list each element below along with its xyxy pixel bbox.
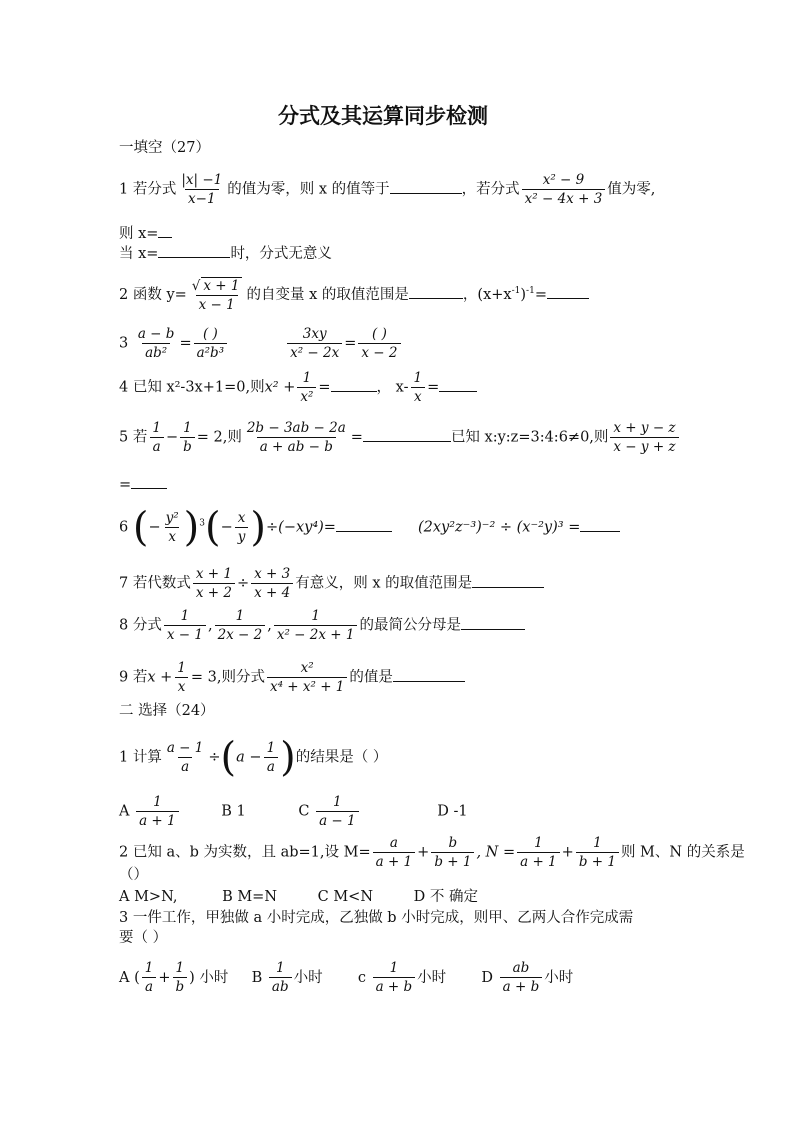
c3-option-d[interactable]	[481, 960, 574, 995]
q3-f3-numerator: 3xy	[302, 326, 327, 342]
q5-fraction-2	[180, 420, 195, 455]
q9-f1-numerator: 1	[177, 660, 186, 676]
c1-option-d[interactable]: D -1	[437, 803, 468, 820]
q5-prefix: 5 若	[119, 429, 148, 446]
q8-f2-denominator: 2x − 2	[215, 625, 266, 643]
q1-line3-a: 当 x=	[119, 246, 159, 262]
q2-denominator: x − 1	[196, 295, 238, 313]
q5-f4-numerator: x + y − z	[613, 420, 676, 436]
c1-fraction-2	[264, 740, 279, 775]
q5-answer-blank-1[interactable]	[363, 427, 451, 442]
c2-f3-denominator: a + 1	[517, 852, 560, 870]
c3-optD-tail: 小时	[544, 969, 574, 986]
q7-answer-blank[interactable]	[472, 573, 544, 588]
q8-fraction-1	[164, 608, 206, 643]
c2-option-b[interactable]: B M=N	[222, 889, 278, 905]
q8-f1-denominator: x − 1	[164, 625, 206, 643]
q9-f1-denominator: x	[175, 677, 189, 695]
q1-mid: 的值为零，则 x 的值等于	[227, 181, 390, 198]
c2-f2-denominator: b + 1	[431, 852, 474, 870]
c1-option-b[interactable]: B 1	[221, 803, 246, 820]
q6-answer-blank-1[interactable]	[336, 517, 392, 532]
q3-f1-denominator: ab²	[142, 343, 170, 361]
question-5	[119, 420, 681, 455]
question-1-line-3	[119, 243, 332, 263]
q5-fraction-1	[149, 420, 164, 455]
q1-prefix: 1 若分式	[119, 181, 177, 198]
q9-fraction-1	[174, 660, 189, 695]
q1-tail: 值为零,	[607, 181, 656, 198]
c2-options	[119, 888, 478, 906]
c1-f1-denominator: a	[178, 757, 192, 775]
q7-fraction-1	[193, 566, 235, 601]
q7-f1-numerator: x + 1	[195, 566, 232, 582]
c3-optA-f1-denominator: a	[142, 977, 156, 995]
c3-options	[119, 960, 573, 995]
q6-label: 6	[119, 519, 129, 536]
q6-fraction-b	[235, 510, 249, 545]
c2-option-c[interactable]: C M<N	[317, 889, 374, 905]
c3-optB-numerator: 1	[275, 960, 285, 976]
choice-question-2	[119, 835, 745, 870]
q5-mid: = 2,则	[196, 429, 242, 446]
c2-fraction-3	[517, 835, 560, 870]
q8-f1-numerator: 1	[180, 608, 190, 624]
q2-mid2: ，(x+x	[462, 287, 512, 303]
q5-eq: =	[350, 429, 363, 446]
q4-eq-1: =	[318, 379, 331, 396]
q2-answer-blank-2[interactable]	[547, 284, 589, 299]
q5-f4-denominator: x − y + z	[610, 437, 678, 455]
q4-f2-denominator: x	[411, 387, 425, 405]
q3-f1-numerator: a − b	[137, 326, 175, 342]
q6-fraction-a	[163, 510, 182, 545]
q3-eq-2: =	[344, 335, 357, 352]
c1-f1-numerator: a − 1	[166, 740, 204, 756]
q7-div: ÷	[236, 575, 250, 592]
c1-option-a[interactable]: A	[119, 803, 130, 820]
q4-fraction-2	[410, 370, 425, 405]
c1-f2-numerator: 1	[266, 740, 276, 756]
question-8: 8 分式 $\frac{1}{x - 1}$ , $\frac{1}{2x - 2}$ , $\frac{1}{\text{x² − 2x + 1}}$ 的最简公分母是	[119, 608, 525, 643]
q1-f1-numerator-b: −1	[202, 172, 223, 188]
c3-optB-label: B	[251, 969, 263, 986]
c2-option-a[interactable]: A M>N,	[119, 889, 178, 905]
q9-fraction-2	[267, 660, 347, 695]
q3-fraction-2	[194, 326, 228, 361]
c3-optA-fraction-2	[173, 960, 188, 995]
c3-text-2: 要（ ）	[119, 930, 168, 946]
q8-tail: 的最简公分母是	[359, 617, 461, 634]
c3-optA-plus: +	[158, 969, 171, 986]
c3-optA-f2-denominator: b	[173, 977, 188, 995]
q2-mid3: )	[520, 287, 527, 303]
q8-f3-numerator: 1	[311, 608, 320, 624]
question-5-line-2	[119, 474, 167, 494]
q2-prefix: 2 函数 y=	[119, 287, 187, 303]
question-1	[119, 172, 655, 207]
q5-f1-denominator: a	[150, 437, 164, 455]
q9-tail: 的值是	[349, 669, 393, 686]
question-7	[119, 566, 544, 601]
c3-optD-denominator: a + b	[500, 977, 543, 995]
question-4	[119, 370, 477, 405]
c2-line-2: （）	[119, 867, 148, 883]
c2-tail: 则 M、N 的关系是	[620, 844, 745, 861]
q4-answer-blank-1[interactable]	[331, 377, 377, 392]
q4-mid: ， x-	[376, 379, 409, 396]
question-1-line-2	[119, 223, 172, 243]
c3-optC-fraction	[373, 960, 416, 995]
q1-answer-blank-2[interactable]	[158, 223, 172, 238]
q5-answer-blank-2[interactable]	[131, 474, 167, 489]
q3-f2-denominator: a²b³	[194, 343, 228, 361]
c1-option-a-fraction	[136, 794, 179, 829]
q7-f2-numerator: x + 3	[254, 566, 291, 582]
q5-f3-numerator: 2b − 3ab − 2a	[246, 420, 346, 436]
choice-question-1: 1 计算 $\frac{a - 1}{a}$ ÷(a − $\frac{1}{a}$ )的结果是（ ）	[119, 734, 388, 781]
q3-fraction-4	[358, 326, 400, 361]
q7-tail: 有意义，则 x 的取值范围是	[295, 575, 473, 592]
q8-f2-numerator: 1	[235, 608, 245, 624]
section-fill-blank-heading: 一填空（27）	[119, 140, 210, 156]
q4-answer-blank-2[interactable]	[439, 377, 477, 392]
q5-f3-denominator: a + ab − b	[257, 437, 336, 455]
q3-f3-denominator: x² − 2x	[287, 343, 342, 361]
c2-fraction-2	[431, 835, 474, 870]
question-9	[119, 660, 465, 695]
q1-f2-denominator: x² − 4x + 3	[522, 189, 606, 207]
q4-f1-numerator: 1	[302, 370, 312, 386]
c2-plus-2: +	[561, 844, 574, 861]
q1-answer-blank-1[interactable]	[390, 179, 462, 194]
question-3	[119, 326, 403, 361]
q9-prefix: 9 若	[119, 669, 148, 686]
q1-fraction-2	[522, 172, 606, 207]
c3-text-1: 3 一件工作，甲独做 a 小时完成，乙独做 b 小时完成，则甲、乙两人合作完成需	[119, 910, 634, 926]
q1-answer-blank-3[interactable]	[158, 243, 230, 258]
q2-fraction: $\frac{√ x + 1}{x - 1}$	[191, 278, 240, 313]
q1-line3-b: 时，分式无意义	[230, 246, 332, 262]
c2-option-d[interactable]: D 不 确定	[413, 889, 478, 905]
q3-fraction-1	[135, 326, 178, 361]
q1-fraction-1	[178, 172, 225, 207]
q9-answer-blank[interactable]	[393, 667, 465, 682]
q5-line2: =	[119, 477, 132, 493]
c1-optA-numerator: 1	[153, 794, 162, 810]
q4-fraction-1	[297, 370, 316, 405]
c3-optA-fraction-1	[142, 960, 157, 995]
c3-optC-label: c	[357, 969, 366, 986]
section-choice-heading: 二 选择（24）	[119, 703, 215, 719]
question-6: 6 (− $\frac{\text{y²}}{x}$ )$^3$(− $\frac{x}{y}$ )÷(−xy⁴)= (2xy²z⁻³)⁻² ÷ (x⁻²y)³ =	[119, 510, 620, 545]
page-title: 分式及其运算同步检测	[278, 103, 488, 128]
q4-f1-denominator: x²	[297, 387, 316, 405]
q6-a-exponent: 3	[199, 518, 205, 529]
c3-optA-f2-numerator: 1	[175, 960, 185, 976]
q4-f2-numerator: 1	[413, 370, 423, 386]
c3-optD-label: D	[481, 969, 494, 986]
q3-fraction-3	[287, 326, 342, 361]
q2-end: =	[534, 287, 547, 303]
q6-b-denominator: y	[235, 527, 249, 545]
q1-f1-numerator-abs: |x|	[181, 172, 199, 188]
c3-optC-denominator: a + b	[373, 977, 416, 995]
q5-mid2: 已知 x:y:z=3:4:6≠0,则	[450, 429, 609, 446]
q8-fraction-2	[215, 608, 266, 643]
q2-numerator: x + 1	[203, 278, 240, 294]
q8-answer-blank[interactable]	[461, 615, 525, 630]
c1-fraction-1	[164, 740, 207, 775]
c1-f2-denominator: a	[264, 757, 278, 775]
q8-prefix: 8 分式	[119, 617, 162, 634]
c3-optA-f1-numerator: 1	[144, 960, 154, 976]
c3-optA-tail: ) 小时	[189, 969, 229, 986]
c2-f4-denominator: b + 1	[576, 852, 619, 870]
c2-fraction-1	[373, 835, 416, 870]
c3-option-c[interactable]	[357, 960, 447, 995]
c3-optD-fraction	[500, 960, 543, 995]
q1-mid2: ，若分式	[461, 181, 520, 198]
q9-mid: = 3,则分式	[190, 669, 265, 686]
c2-f1-numerator: a	[389, 835, 398, 851]
c1-inner: a −	[236, 749, 262, 766]
c2-prefix: 2 已知 a、b 为实数，且 ab=1,设 M=	[119, 844, 371, 861]
q4-a: x² +	[264, 379, 296, 396]
c1-optC-denominator: a − 1	[316, 811, 359, 829]
q3-label: 3	[119, 335, 129, 352]
c3-optB-fraction	[269, 960, 292, 995]
q5-fraction-4	[610, 420, 678, 455]
q6-a-denominator: x	[165, 527, 179, 545]
q4-prefix: 4 已知 x²-3x+1=0,则	[119, 379, 265, 396]
q9-f2-numerator: x²	[300, 660, 314, 676]
q2-mid: 的自变量 x 的取值范围是	[246, 287, 409, 303]
c3-optA-label: A (	[119, 969, 140, 986]
q2-sup2: -1	[526, 286, 535, 297]
c2-f4-numerator: 1	[593, 835, 602, 851]
q6-a-numerator: y²	[165, 510, 179, 526]
q4-eq-2: =	[427, 379, 440, 396]
c3-optB-tail: 小时	[293, 969, 323, 986]
c1-option-c-fraction	[316, 794, 359, 829]
q3-eq-1: =	[179, 335, 192, 352]
c1-div: ÷	[208, 749, 221, 766]
c2-fraction-4	[576, 835, 619, 870]
c1-tail: 的结果是（ ）	[295, 749, 388, 766]
q9-f2-denominator: x⁴ + x² + 1	[267, 677, 347, 695]
q6-c: ÷(−xy⁴)=	[266, 519, 336, 536]
q9-a: x +	[147, 669, 173, 686]
q2-sup: -1	[511, 286, 521, 297]
q7-f2-denominator: x + 4	[251, 583, 293, 601]
q7-f1-denominator: x + 2	[193, 583, 235, 601]
q8-fraction-3	[274, 608, 358, 643]
q5-f1-numerator: 1	[152, 420, 161, 436]
q2-answer-blank-1[interactable]	[409, 284, 463, 299]
c2-plus-1: +	[417, 844, 430, 861]
q3-f4-denominator: x − 2	[358, 343, 400, 361]
q3-f4-numerator: ( )	[372, 326, 387, 342]
q1-f1-denominator: x−1	[185, 189, 219, 207]
c3-option-b[interactable]	[251, 960, 323, 995]
q8-f3-denominator: x² − 2x + 1	[274, 625, 358, 643]
c3-optC-numerator: 1	[389, 960, 399, 976]
q6-answer-blank-2[interactable]	[580, 517, 620, 532]
q7-prefix: 7 若代数式	[119, 575, 191, 592]
q6-b-numerator: x	[237, 510, 246, 526]
c1-optC-numerator: 1	[333, 794, 342, 810]
c2-f1-denominator: a + 1	[373, 852, 416, 870]
q1-f2-numerator: x² − 9	[542, 172, 585, 188]
c3-optB-denominator: ab	[269, 977, 292, 995]
q1-line2: 则 x=	[119, 226, 159, 242]
q5-fraction-3	[244, 420, 349, 455]
c1-prefix: 1 计算	[119, 749, 162, 766]
q5-f2-numerator: 1	[183, 420, 192, 436]
c3-option-a[interactable]	[119, 960, 229, 995]
q5-f2-denominator: b	[180, 437, 195, 455]
c1-option-c[interactable]: C	[298, 803, 310, 820]
q3-f2-numerator: ( )	[202, 326, 218, 342]
c1-options	[119, 794, 468, 829]
q6-d: (2xy²z⁻³)⁻² ÷ (x⁻²y)³ =	[417, 519, 581, 536]
c2-f2-numerator: b	[448, 835, 458, 851]
c2-f3-numerator: 1	[534, 835, 543, 851]
c3-optD-numerator: ab	[512, 960, 530, 976]
c2-mid: , N =	[476, 844, 516, 861]
q5-minus: −	[165, 429, 179, 446]
c1-optA-denominator: a + 1	[136, 811, 179, 829]
q7-fraction-2	[251, 566, 293, 601]
c3-optC-tail: 小时	[417, 969, 447, 986]
question-2	[119, 277, 589, 313]
